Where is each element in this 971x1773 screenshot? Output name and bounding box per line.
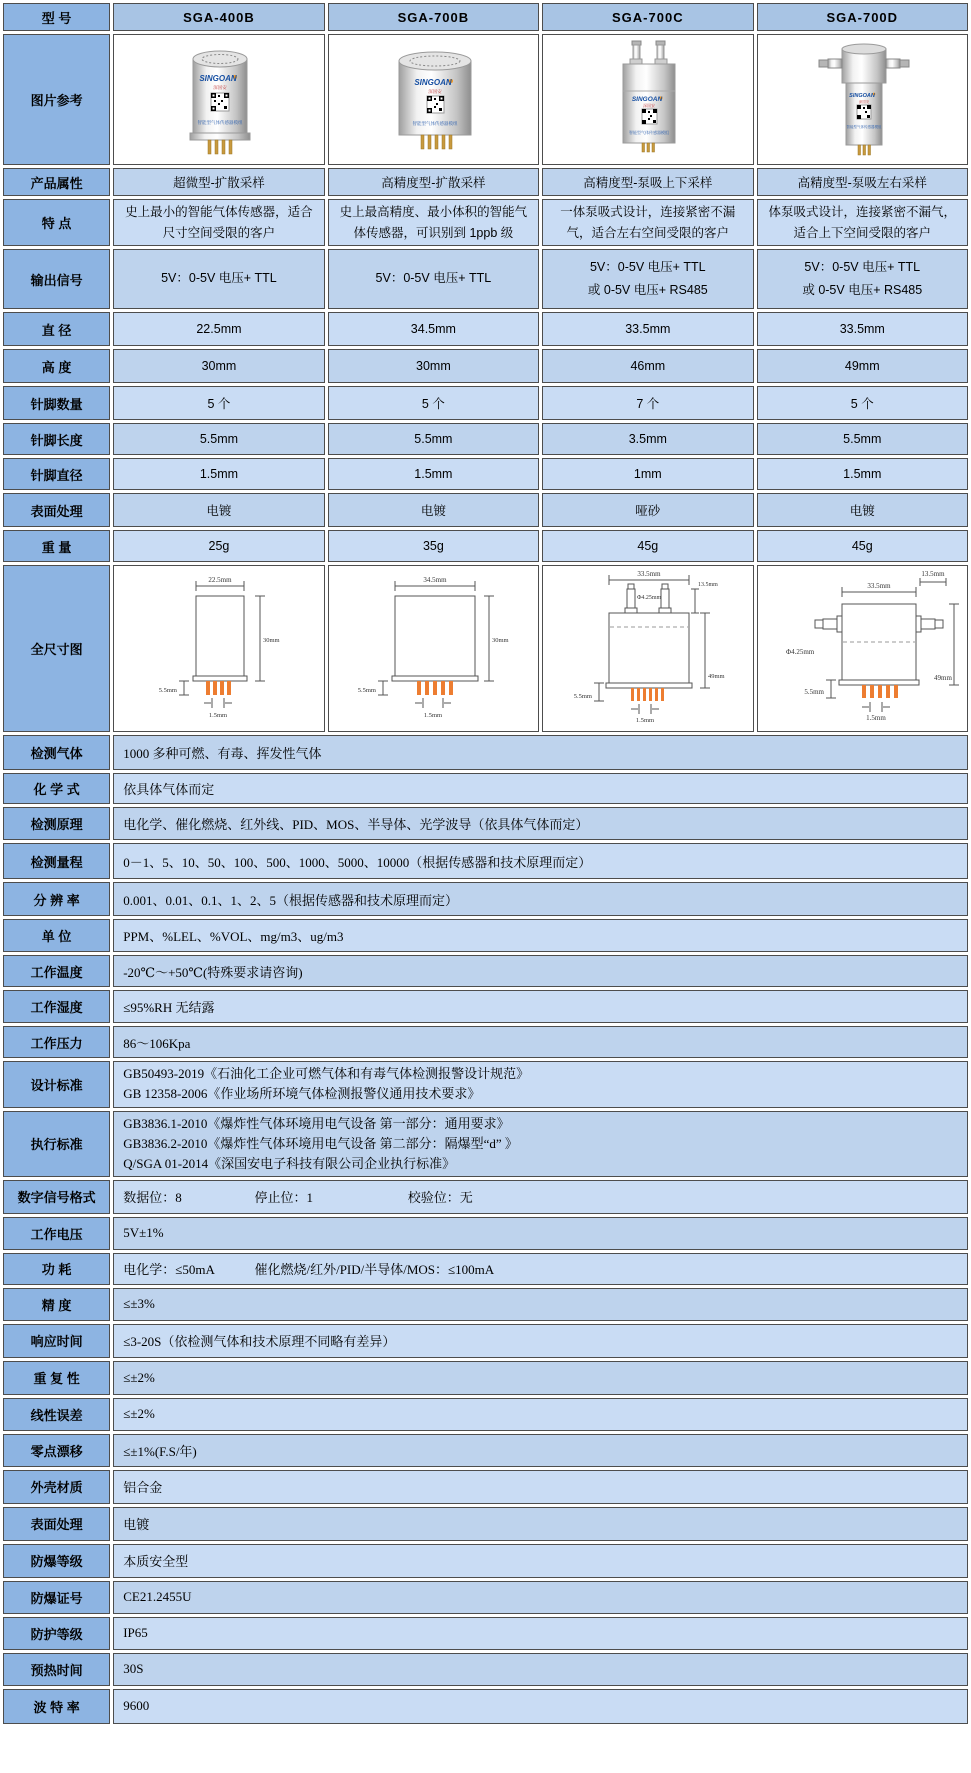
row-label: 表面处理 bbox=[3, 1507, 110, 1541]
detail-value bbox=[113, 1111, 968, 1177]
table-row bbox=[3, 1507, 968, 1541]
table-row bbox=[3, 458, 968, 490]
row-label: 高 度 bbox=[3, 349, 110, 383]
table-row-model bbox=[3, 3, 968, 31]
detail-value: IP65 bbox=[113, 1617, 968, 1650]
row-label: 零点漂移 bbox=[3, 1434, 110, 1467]
spec-value: 30mm bbox=[328, 349, 539, 383]
table-row bbox=[3, 493, 968, 527]
spec-value: 5 个 bbox=[328, 386, 539, 420]
row-label: 输出信号 bbox=[3, 249, 110, 309]
dimension-drawing-sga-700b bbox=[328, 565, 539, 732]
dimension-drawing-sga-700d bbox=[757, 565, 968, 732]
row-label: 分 辨 率 bbox=[3, 882, 110, 916]
dim-height-label: 30mm bbox=[263, 637, 280, 645]
table-row bbox=[3, 882, 968, 916]
spec-value bbox=[113, 249, 324, 309]
detail-value: ≤±3% bbox=[113, 1288, 968, 1321]
spec-value: 5.5mm bbox=[113, 423, 324, 455]
spec-value: 1.5mm bbox=[757, 458, 968, 490]
spec-value: 电镀 bbox=[757, 493, 968, 527]
table-row bbox=[3, 1470, 968, 1504]
brand-sub-text: 深国安 bbox=[643, 103, 656, 108]
table-row bbox=[3, 955, 968, 987]
spec-value: 45g bbox=[757, 530, 968, 562]
dim-height-label: 49mm bbox=[708, 673, 725, 681]
top-tubes bbox=[630, 41, 667, 64]
detail-value: ≤3-20S（依检测气体和技术原理不同略有差异） bbox=[113, 1324, 968, 1358]
row-label: 工作湿度 bbox=[3, 990, 110, 1023]
spec-value: 3.5mm bbox=[542, 423, 753, 455]
table-row bbox=[3, 1689, 968, 1724]
diagram-pins bbox=[631, 688, 664, 701]
spec-value: 一体泵吸式设计，连接紧密不漏气，适合左右空间受限的客户 bbox=[542, 199, 753, 246]
detail-value: 5V±1% bbox=[113, 1217, 968, 1250]
table-row bbox=[3, 843, 968, 879]
row-label: 检测量程 bbox=[3, 843, 110, 879]
model-row-label: 型 号 bbox=[3, 3, 110, 31]
spec-value: 35g bbox=[328, 530, 539, 562]
detail-value: 9600 bbox=[113, 1689, 968, 1724]
dim-height-label: 30mm bbox=[491, 637, 509, 645]
spec-value: 史上最高精度、最小体积的智能气体传感器，可识别到 1ppb 级 bbox=[328, 199, 539, 246]
brand-sub-text: 深国安 bbox=[858, 100, 869, 104]
spec-value: 46mm bbox=[542, 349, 753, 383]
table-row bbox=[3, 1398, 968, 1431]
table-row bbox=[3, 249, 968, 309]
dim-tube-diameter-label: Φ4.25mm bbox=[637, 595, 662, 602]
row-label: 产品属性 bbox=[3, 168, 110, 196]
spec-value: 5 个 bbox=[113, 386, 324, 420]
product-caption-text: 智能型气体传感器模组 bbox=[412, 121, 458, 126]
dim-width-label: 33.5mm bbox=[866, 582, 891, 591]
table-row bbox=[3, 199, 968, 246]
product-caption-text: 智能型气体传感器模组 bbox=[197, 120, 243, 125]
standard-line: Q/SGA 01-2014《深国安电子科技有限公司企业执行标准》 bbox=[123, 1155, 456, 1171]
spec-value: 5.5mm bbox=[328, 423, 539, 455]
detail-value: 铝合金 bbox=[113, 1470, 968, 1504]
detail-value: 依具体气体而定 bbox=[113, 773, 968, 804]
detail-value bbox=[113, 1180, 968, 1214]
table-row bbox=[3, 1544, 968, 1578]
diagram-pins bbox=[862, 685, 898, 698]
dim-pin-diameter-label: 1.5mm bbox=[635, 717, 655, 725]
row-label: 表面处理 bbox=[3, 493, 110, 527]
table-row bbox=[3, 990, 968, 1023]
table-row bbox=[3, 807, 968, 840]
table-row bbox=[3, 1617, 968, 1650]
row-label: 针脚长度 bbox=[3, 423, 110, 455]
model-name: SGA-700C bbox=[542, 3, 753, 31]
spec-value: 高精度型-泵吸上下采样 bbox=[542, 168, 753, 196]
detail-value: ≤±2% bbox=[113, 1361, 968, 1395]
standard-line: GB3836.1-2010《爆炸性气体环境用电气设备 第一部分：通用要求》 bbox=[123, 1115, 510, 1131]
gold-pins bbox=[208, 140, 232, 154]
spec-value: 哑砂 bbox=[542, 493, 753, 527]
product-photo-sga-700c bbox=[542, 34, 753, 165]
dimension-drawing-sga-400b bbox=[113, 565, 324, 732]
detail-value: ≤±1%(F.S/年) bbox=[113, 1434, 968, 1467]
table-row bbox=[3, 1253, 968, 1285]
row-label: 针脚数量 bbox=[3, 386, 110, 420]
table-row bbox=[3, 386, 968, 420]
product-photo-sga-700d bbox=[757, 34, 968, 165]
brand-sub-text: 深国安 bbox=[213, 85, 227, 90]
qr-code-icon bbox=[857, 105, 871, 119]
standard-line: GB3836.2-2010《爆炸性气体环境用电气设备 第二部分：隔爆型“d” 》 bbox=[123, 1135, 518, 1151]
row-label: 检测原理 bbox=[3, 807, 110, 840]
spec-value: 34.5mm bbox=[328, 312, 539, 346]
detail-value: 本质安全型 bbox=[113, 1544, 968, 1578]
model-name: SGA-700D bbox=[757, 3, 968, 31]
spec-value: 7 个 bbox=[542, 386, 753, 420]
spec-value: 体泵吸式设计，连接紧密不漏气，适合上下空间受限的客户 bbox=[757, 199, 968, 246]
signal-format-part: 停止位：1 bbox=[254, 1190, 313, 1206]
row-label: 重 量 bbox=[3, 530, 110, 562]
table-row bbox=[3, 1653, 968, 1686]
dim-pin-length-label: 5.5mm bbox=[573, 693, 593, 701]
brand-text: SINGOAN bbox=[631, 96, 663, 103]
signal-line: 5V：0-5V 电压+ TTL bbox=[161, 271, 277, 286]
row-label: 防爆等级 bbox=[3, 1544, 110, 1578]
table-row bbox=[3, 1434, 968, 1467]
row-label: 工作压力 bbox=[3, 1026, 110, 1058]
signal-line: 或 0-5V 电压+ RS485 bbox=[802, 283, 923, 298]
row-label: 直 径 bbox=[3, 312, 110, 346]
table-row bbox=[3, 773, 968, 804]
spec-value: 49mm bbox=[757, 349, 968, 383]
table-row bbox=[3, 1361, 968, 1395]
table-row-photos bbox=[3, 34, 968, 165]
spec-value: 超微型-扩散采样 bbox=[113, 168, 324, 196]
diagram-pins bbox=[417, 681, 453, 695]
spec-value bbox=[328, 249, 539, 309]
spec-value: 史上最小的智能气体传感器，适合尺寸空间受限的客户 bbox=[113, 199, 324, 246]
table-row bbox=[3, 1581, 968, 1614]
power-part: 催化燃烧/红外/PID/半导体/MOS：≤100mA bbox=[254, 1262, 495, 1278]
signal-line: 或 0-5V 电压+ RS485 bbox=[587, 283, 708, 298]
gold-pins bbox=[421, 135, 452, 149]
detail-value: 30S bbox=[113, 1653, 968, 1686]
spec-value: 22.5mm bbox=[113, 312, 324, 346]
detail-value bbox=[113, 1253, 968, 1285]
spec-value bbox=[542, 249, 753, 309]
diagram-pins bbox=[206, 681, 231, 695]
spec-value bbox=[757, 249, 968, 309]
row-label: 全尺寸图 bbox=[3, 565, 110, 732]
dim-pin-length-label: 5.5mm bbox=[357, 687, 376, 695]
detail-value: ≤95%RH 无结露 bbox=[113, 990, 968, 1023]
dimension-drawing-sga-700c bbox=[542, 565, 753, 732]
table-row bbox=[3, 423, 968, 455]
signal-format-part: 校验位：无 bbox=[407, 1190, 473, 1206]
spec-value: 30mm bbox=[113, 349, 324, 383]
spec-value: 1mm bbox=[542, 458, 753, 490]
qr-code-icon bbox=[427, 96, 444, 113]
table-row bbox=[3, 1180, 968, 1214]
row-label: 针脚直径 bbox=[3, 458, 110, 490]
row-label: 外壳材质 bbox=[3, 1470, 110, 1504]
table-row bbox=[3, 349, 968, 383]
gold-pins bbox=[858, 145, 871, 155]
signal-line: 5V：0-5V 电压+ TTL bbox=[804, 259, 921, 274]
detail-value: PPM、%LEL、%VOL、mg/m3、ug/m3 bbox=[113, 919, 968, 952]
gold-pins bbox=[642, 143, 655, 152]
spec-value: 45g bbox=[542, 530, 753, 562]
dim-tube-diameter-label: Φ4.25mm bbox=[785, 648, 814, 657]
detail-value: 电化学、催化燃烧、红外线、PID、MOS、半导体、光学波导（依具体气体而定） bbox=[113, 807, 968, 840]
table-row bbox=[3, 530, 968, 562]
spec-value: 高精度型-泵吸左右采样 bbox=[757, 168, 968, 196]
row-label: 检测气体 bbox=[3, 735, 110, 770]
dim-tube-height-label: 13.5mm bbox=[920, 570, 945, 579]
brand-sub-text: 深国安 bbox=[427, 89, 442, 94]
detail-value: 86～106Kpa bbox=[113, 1026, 968, 1058]
spec-value: 5.5mm bbox=[757, 423, 968, 455]
product-photo-sga-700b bbox=[328, 34, 539, 165]
spec-value: 25g bbox=[113, 530, 324, 562]
detail-value: 1000 多种可燃、有毒、挥发性气体 bbox=[113, 735, 968, 770]
dim-height-label: 49mm bbox=[933, 674, 952, 683]
product-photo-sga-400b bbox=[113, 34, 324, 165]
spec-value: 电镀 bbox=[328, 493, 539, 527]
spec-value: 1.5mm bbox=[328, 458, 539, 490]
standard-line: GB 12358-2006《作业场所环境气体检测报警仪通用技术要求》 bbox=[123, 1086, 481, 1102]
row-label: 数字信号格式 bbox=[3, 1180, 110, 1214]
signal-format-part: 数据位：8 bbox=[123, 1190, 182, 1206]
row-label: 预热时间 bbox=[3, 1653, 110, 1686]
table-row bbox=[3, 312, 968, 346]
row-label: 波 特 率 bbox=[3, 1689, 110, 1724]
row-label: 响应时间 bbox=[3, 1324, 110, 1358]
model-name: SGA-700B bbox=[328, 3, 539, 31]
dim-pin-diameter-label: 1.5mm bbox=[865, 714, 886, 723]
brand-text: SINGOAN bbox=[199, 74, 237, 83]
row-label: 防护等级 bbox=[3, 1617, 110, 1650]
standard-line: GB50493-2019《石油化工企业可燃气体和有毒气体检测报警设计规范》 bbox=[123, 1066, 530, 1082]
power-part: 电化学：≤50mA bbox=[123, 1262, 215, 1278]
detail-value: 0－1、5、10、50、100、500、1000、5000、10000（根据传感器和技术原理而定） bbox=[113, 843, 968, 879]
dim-pin-diameter-label: 1.5mm bbox=[209, 712, 228, 720]
dim-tube-height-label: 13.5mm bbox=[698, 582, 718, 589]
detail-value: ≤±2% bbox=[113, 1398, 968, 1431]
brand-text: SINGOAN bbox=[848, 93, 875, 99]
dim-width-label: 33.5mm bbox=[637, 570, 661, 579]
dim-pin-diameter-label: 1.5mm bbox=[423, 712, 442, 720]
row-label: 工作电压 bbox=[3, 1217, 110, 1250]
row-label: 功 耗 bbox=[3, 1253, 110, 1285]
table-row bbox=[3, 1217, 968, 1250]
detail-value bbox=[113, 1061, 968, 1107]
row-label: 精 度 bbox=[3, 1288, 110, 1321]
model-name: SGA-400B bbox=[113, 3, 324, 31]
row-label: 设计标准 bbox=[3, 1061, 110, 1107]
table-row bbox=[3, 1288, 968, 1321]
dim-width-label: 34.5mm bbox=[423, 576, 447, 585]
product-caption-text: 智能型气体传感器模组 bbox=[846, 125, 882, 129]
detail-value: CE21.2455U bbox=[113, 1581, 968, 1614]
spec-value: 33.5mm bbox=[757, 312, 968, 346]
signal-line: 5V：0-5V 电压+ TTL bbox=[375, 271, 492, 286]
spec-value: 1.5mm bbox=[113, 458, 324, 490]
table-row bbox=[3, 1061, 968, 1107]
table-row bbox=[3, 735, 968, 770]
spec-value: 5 个 bbox=[757, 386, 968, 420]
row-label: 单 位 bbox=[3, 919, 110, 952]
table-row bbox=[3, 1111, 968, 1177]
dim-pin-length-label: 5.5mm bbox=[158, 687, 178, 695]
product-caption-text: 智能型气体传感器模组 bbox=[629, 130, 670, 135]
qr-code-icon bbox=[642, 109, 657, 124]
spec-value: 高精度型-扩散采样 bbox=[328, 168, 539, 196]
spec-value: 电镀 bbox=[113, 493, 324, 527]
row-label: 防爆证号 bbox=[3, 1581, 110, 1614]
row-label: 工作温度 bbox=[3, 955, 110, 987]
dim-width-label: 22.5mm bbox=[208, 576, 232, 585]
row-label: 化 学 式 bbox=[3, 773, 110, 804]
row-label: 重 复 性 bbox=[3, 1361, 110, 1395]
table-row bbox=[3, 168, 968, 196]
row-label: 线性误差 bbox=[3, 1398, 110, 1431]
qr-code-icon bbox=[211, 93, 229, 111]
brand-text: SINGOAN bbox=[413, 78, 452, 87]
table-row bbox=[3, 919, 968, 952]
row-label: 执行标准 bbox=[3, 1111, 110, 1177]
detail-value: -20℃～+50℃(特殊要求请咨询) bbox=[113, 955, 968, 987]
table-row-dimensions bbox=[3, 565, 968, 732]
signal-line: 5V：0-5V 电压+ TTL bbox=[589, 259, 706, 274]
detail-value: 0.001、0.01、0.1、1、2、5（根据传感器和技术原理而定） bbox=[113, 882, 968, 916]
row-label: 特 点 bbox=[3, 199, 110, 246]
photo-row-label: 图片参考 bbox=[3, 34, 110, 165]
detail-value: 电镀 bbox=[113, 1507, 968, 1541]
table-row bbox=[3, 1324, 968, 1358]
spec-value: 33.5mm bbox=[542, 312, 753, 346]
table-row bbox=[3, 1026, 968, 1058]
dim-pin-length-label: 5.5mm bbox=[803, 688, 824, 697]
